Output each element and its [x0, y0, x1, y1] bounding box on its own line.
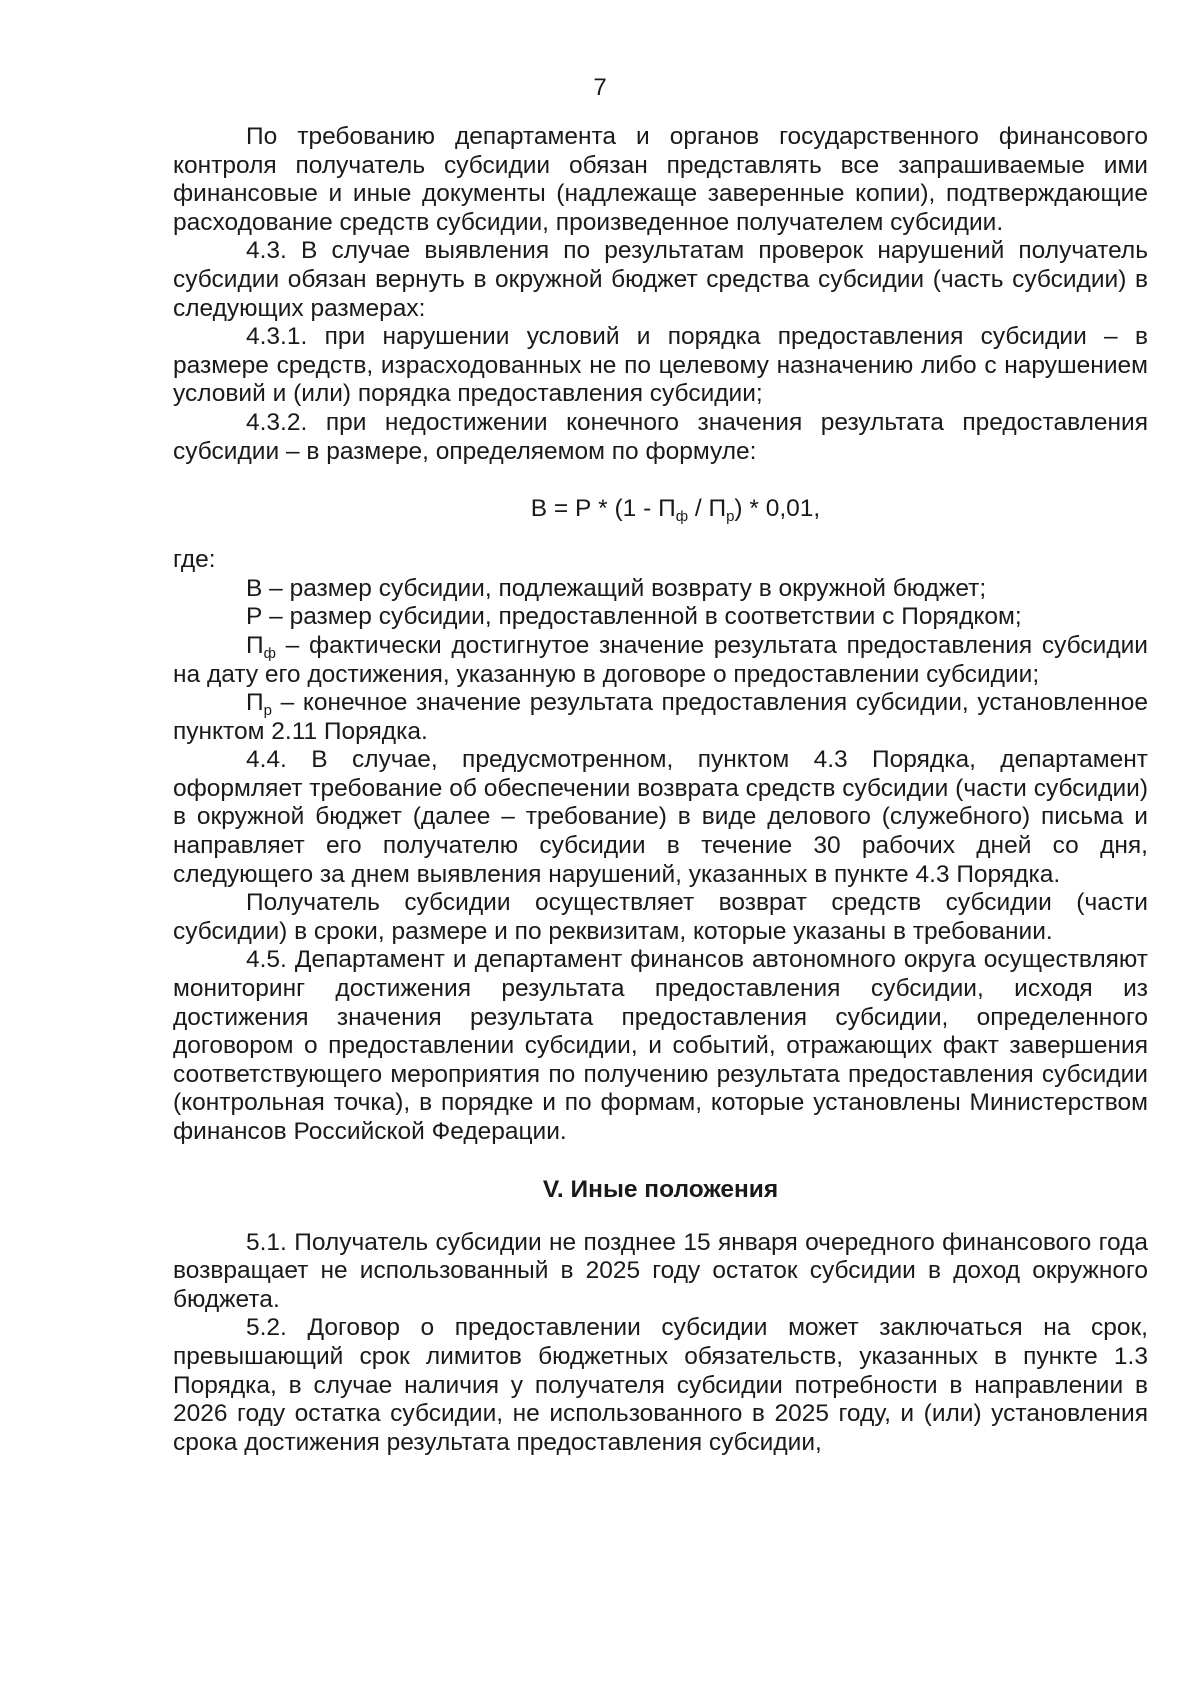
refund-formula — [173, 494, 1148, 524]
formula-subscript-f: ф — [675, 508, 689, 526]
where-label: где: — [173, 546, 216, 574]
section-title: V. Иные положения — [542, 1175, 779, 1203]
definition-pf-subscript: ф — [263, 644, 276, 662]
definition-pf — [173, 632, 1148, 689]
definition-pf-symbol: П — [246, 631, 264, 659]
paragraph: 5.1. Получатель субсидии не позднее 15 января очередного финансового года возвращает не использованный в 2025 году остаток субсидии в доход окружного бюджета. — [173, 1228, 1148, 1313]
definition-pr — [173, 689, 1148, 746]
definition-r: Р – размер субсидии, предоставленной в соответствии с Порядком; — [246, 603, 1022, 631]
paragraph: 4.3.2. при недостижении конечного значения результата предоставления субсидии – в размере, определяемом по формуле: — [173, 408, 1148, 465]
paragraph: 4.4. В случае, предусмотренном, пунктом 4.3 Порядка, департамент оформляет требование об обеспечении возврата средств субсидии (части субсидии) в окружной бюджет (далее – требование) в виде делового (служебного) письма и направляет его получателю субсидии в течение 30 рабочих дней со дня, следующего за днем выявления нарушений, указанных в пункте 4.3 Порядка. — [173, 746, 1148, 888]
formula-subscript-r: р — [726, 508, 735, 526]
definition-pr-text: – конечное значение результата предоставления субсидии, установленное пунктом 2.11 Порядка. — [173, 689, 1148, 745]
paragraph: По требованию департамента и органов государственного финансового контроля получатель субсидии обязан представлять все запрашиваемые ими финансовые и иные документы (надлежаще заверенные копии), подтверждающие расходование средств субсидии, произведенное получателем субсидии. — [173, 123, 1148, 236]
definition-pf-text: – фактически достигнутое значение результата предоставления субсидии на дату его достижения, указанную в договоре о предоставлении субсидии; — [173, 631, 1148, 688]
paragraph: 5.2. Договор о предоставлении субсидии может заключаться на срок, превышающий срок лимитов бюджетных обязательств, указанных в пункте 1.3 Порядка, в случае наличия у получателя субсидии потребности в направлении в 2026 году остатка субсидии, не использованного в 2025 году, и (или) установления срока достижения результата предоставления субсидии, — [173, 1314, 1148, 1456]
formula-middle: / П — [688, 495, 727, 523]
definition-pr-subscript: р — [263, 702, 272, 720]
formula-end: ) * 0,01, — [734, 495, 821, 523]
paragraph: Получатель субсидии осуществляет возврат средств субсидии (части субсидии) в сроки, размере и по реквизитам, которые указаны в требовании. — [173, 889, 1148, 945]
paragraph: 4.3.1. при нарушении условий и порядка предоставления субсидии – в размере средств, израсходованных не по целевому назначению либо с нарушением условий и (или) порядка предоставления субсидии; — [173, 323, 1148, 408]
page-number: 7 — [593, 74, 607, 101]
document-body — [173, 123, 1148, 1457]
definition-v: В – размер субсидии, подлежащий возврату в окружной бюджет; — [246, 574, 987, 602]
definition-pr-symbol: П — [246, 689, 264, 717]
paragraph: 4.5. Департамент и департамент финансов автономного округа осуществляют мониторинг достижения результата предоставления субсидии, исходя из достижения значения результата предоставления субсидии, определенного договором о предоставлении субсидии, и событий, отражающих факт завершения соответствующего мероприятия по получению результата предоставления субсидии (контрольная точка), в порядке и по формам, которые установлены Министерством финансов Российской Федерации. — [173, 946, 1148, 1145]
paragraph: 4.3. В случае выявления по результатам проверок нарушений получатель субсидии обязан вернуть в окружной бюджет средства субсидии (часть субсидии) в следующих размерах: — [173, 237, 1148, 322]
formula-start: В = Р * (1 - П — [530, 495, 676, 523]
